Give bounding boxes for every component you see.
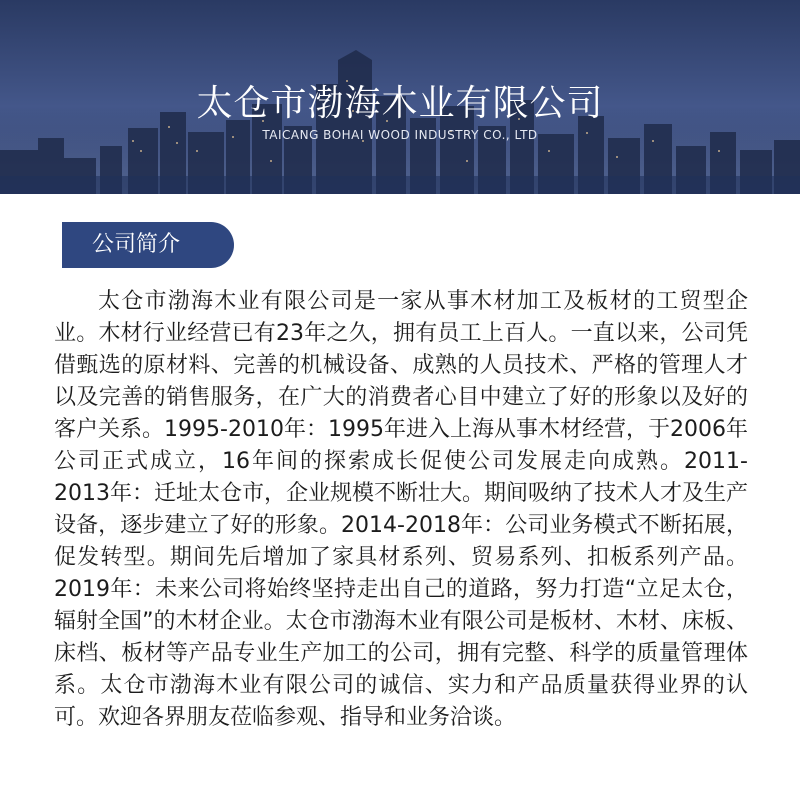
company-name-title: 太仓市渤海木业有限公司 [196, 83, 604, 124]
header-banner [0, 0, 800, 194]
section-header-tab [62, 222, 234, 268]
section-title: 公司简介 [92, 232, 181, 257]
company-intro-paragraph: 太仓市渤海木业有限公司是一家从事木材加工及板材的工贸型企业。木材行业经营已有23年之久，拥有员工上百人。一直以来，公司凭借甄选的原材料、完善的机械设备、成熟的人员技术、严格的管理人才以及完善的销售服务，在广大的消费者心目中建立了好的形象以及好的客户关系。1995-2010年：1995年进入上海从事木材经营，于2006年公司正式成立，16年间的探索成长促使公司发展走向成熟。2011-2013年：迁址太仓市，企业规模不断壮大。期间吸纳了技术人才及生产设备，逐步建立了好的形象。2014-2018年：公司业务模式不断拓展，促发转型。期间先后增加了家具材系列、贸易系列、扣板系列产品。2019年：未来公司将始终坚持走出自己的道路，努力打造“立足太仓，辐射全国”的木材企业。太仓市渤海木业有限公司是板材、木材、床板、床档、板材等产品专业生产加工的公司，拥有完整、科学的质量管理体系。太仓市渤海木业有限公司的诚信、实力和产品质量获得业界的认可。欢迎各界朋友莅临参观、指导和业务洽谈。 [54, 289, 748, 730]
company-name-english: TAICANG BOHAI WOOD INDUSTRY CO., LTD [262, 128, 538, 142]
